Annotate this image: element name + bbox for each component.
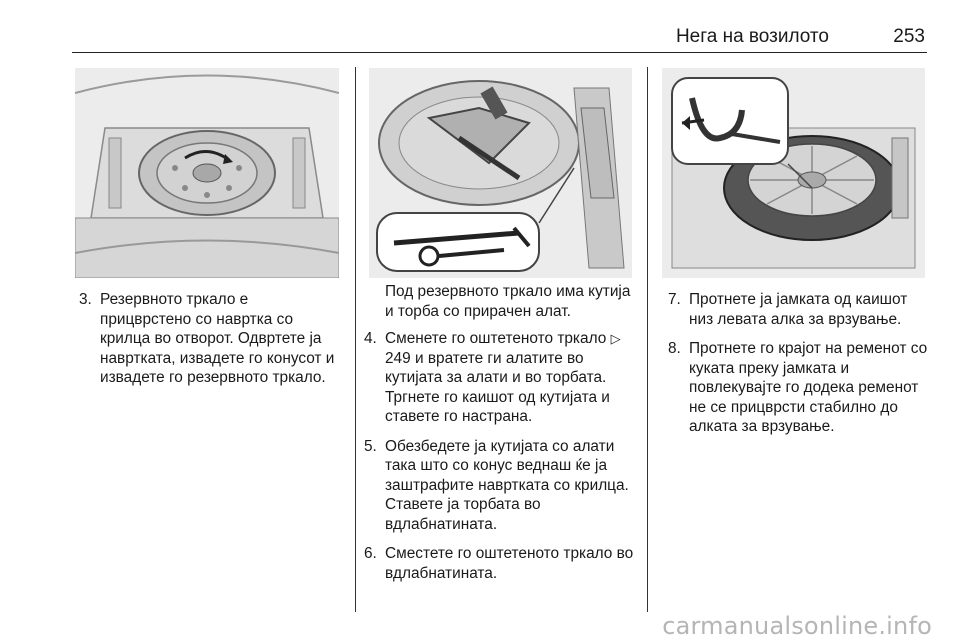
watermark: carmanualsonline.info (662, 612, 932, 640)
step-text-after: и вратете ги алатите во кутијата за алати и во торбата. Тргнете го каишот од кутијата и ставете го настрана. (385, 349, 610, 425)
step-5 (364, 437, 638, 535)
text-column-2 (364, 282, 638, 593)
section-title: Нега на возилото (675, 26, 829, 47)
spare-wheel-illustration (75, 68, 339, 278)
column-divider-left (355, 67, 356, 612)
page-reference[interactable]: 249 (385, 349, 411, 367)
step-text: Сместете го оштетеното тркало во вдлабнатината. (385, 545, 634, 582)
step-text: Резервното тркало е прицврстено со навртка со крилца во отворот. Одвртете ја навртката, извадете го конусот и извадете го резервното тркало. (100, 291, 335, 386)
tool-box-illustration (369, 68, 632, 278)
step-6 (364, 544, 638, 583)
step-number: 8. (668, 340, 681, 357)
figure-tool-box (369, 68, 632, 278)
column-divider-right (647, 67, 648, 612)
text-column-3 (668, 290, 932, 447)
figure-spare-wheel (75, 68, 339, 278)
tow-strap-illustration (662, 68, 925, 278)
step-number: 7. (668, 291, 681, 308)
page-reference-icon: ▷ (610, 331, 621, 346)
step-8 (668, 339, 932, 437)
step-4 (364, 329, 638, 427)
figure-tow-strap (662, 68, 925, 278)
step-number: 6. (364, 545, 377, 562)
step-text-before: Сменете го оштетеното тркало (385, 330, 607, 347)
page-header (72, 26, 927, 53)
page-number: 253 (893, 26, 925, 47)
step-text: Протнете го крајот на ременот со куката преку јамката и повлекувајте го додека ременот не се прицврсти стабилно до алката за врзување. (689, 340, 928, 435)
intro-paragraph: Под резервното тркало има кутија и торба со прирачен алат. (385, 283, 631, 320)
step-number: 4. (364, 330, 377, 347)
step-text: Протнете ја јамката од каишот низ левата алка за врзување. (689, 291, 908, 328)
step-number: 3. (79, 291, 92, 308)
step-7 (668, 290, 932, 329)
step-number: 5. (364, 437, 377, 455)
step-3 (79, 290, 341, 388)
step-text: Обезбедете ја кутијата со алати така што со конус веднаш ќе ја заштрафите навртката со крилца. Ставете ја торбата во вдлабнатината. (385, 437, 629, 533)
text-column-1 (79, 290, 341, 398)
